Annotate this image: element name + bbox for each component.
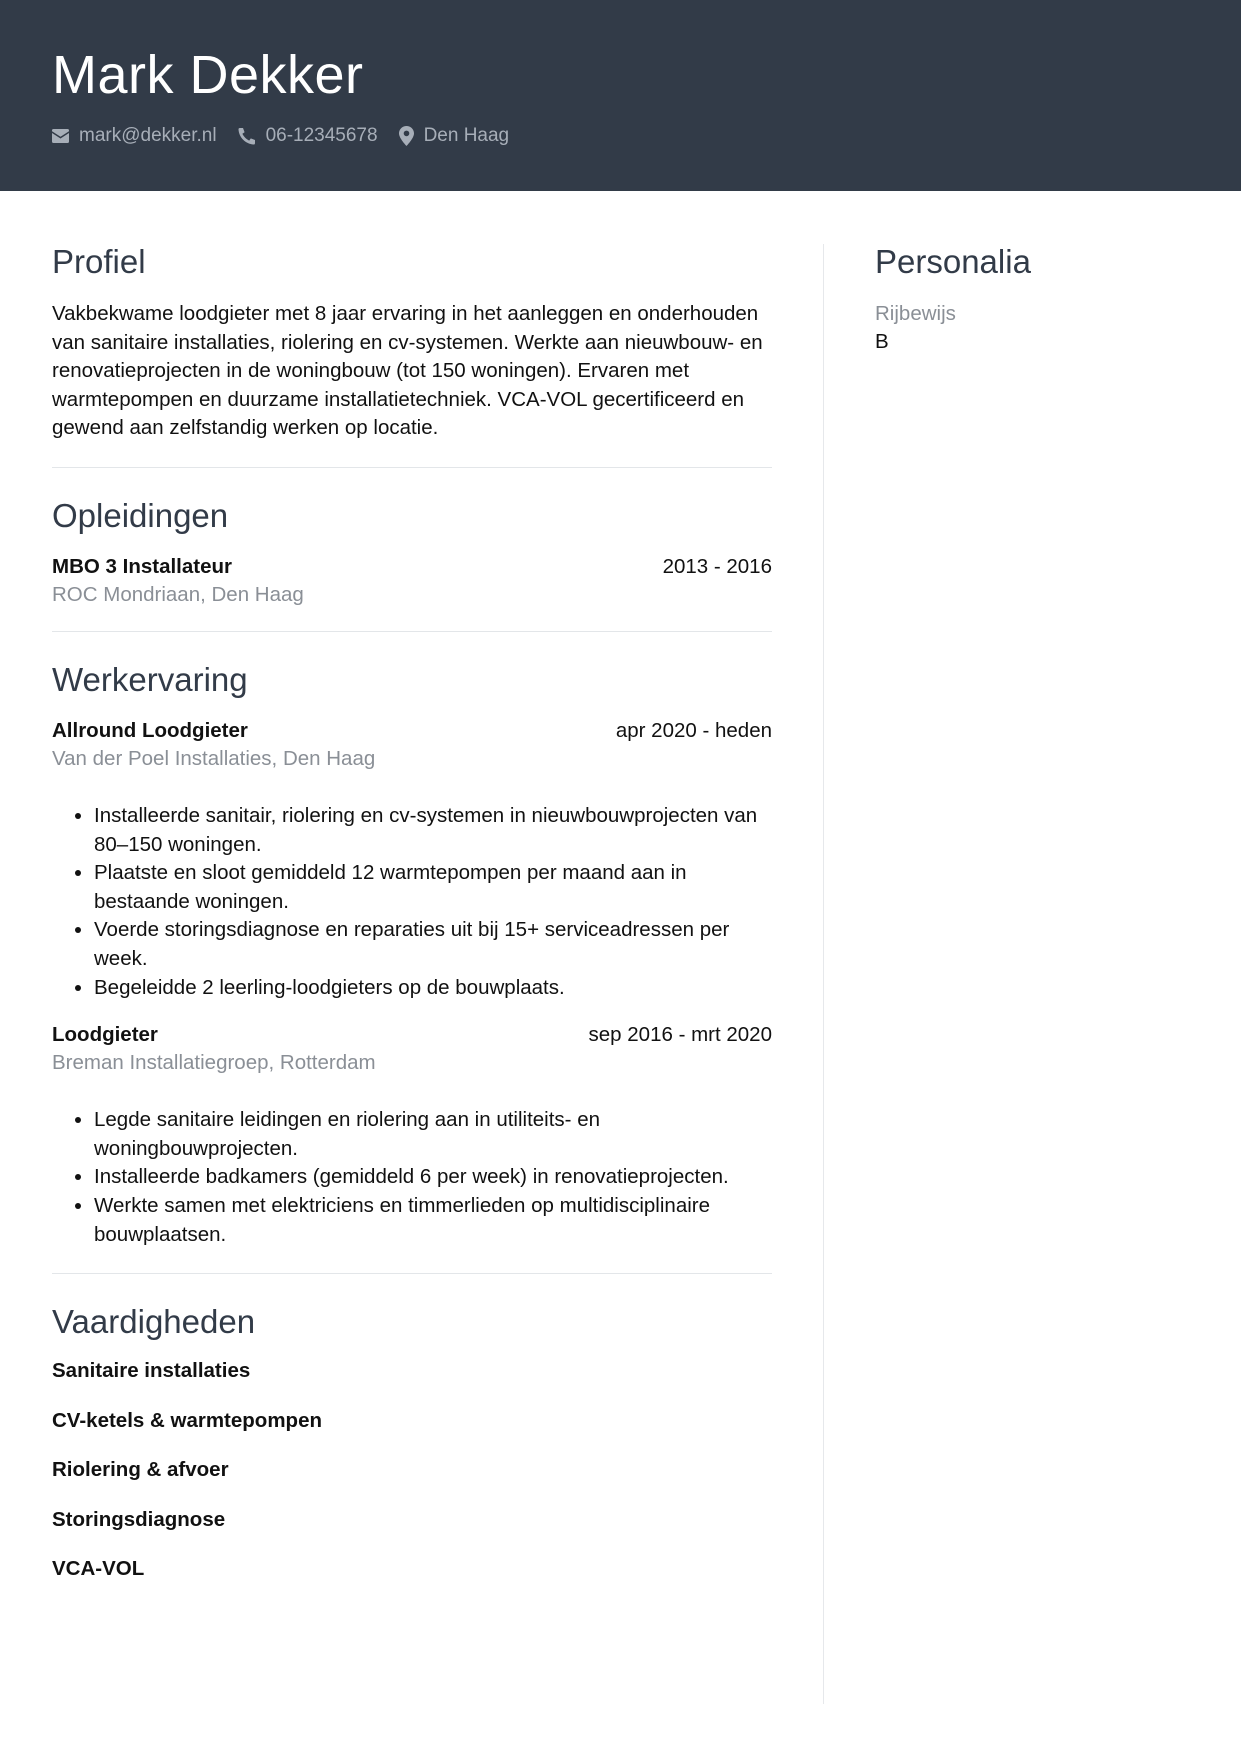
job-period: sep 2016 - mrt 2020	[588, 1023, 772, 1047]
profile-heading: Profiel	[52, 243, 146, 280]
location-text: Den Haag	[423, 125, 510, 146]
map-pin-icon	[399, 126, 414, 146]
cv-header	[0, 0, 1241, 191]
job-bullets	[52, 802, 772, 1002]
section-divider	[52, 1273, 772, 1274]
contact-email[interactable]	[52, 125, 217, 147]
experience-entry	[52, 717, 772, 1002]
list-item: • Begeleidde 2 leerling-loodgieters op de bouwplaats.	[94, 974, 772, 1003]
job-company: Breman Installatiegroep, Rotterdam	[52, 1051, 376, 1075]
skill-item: VCA-VOL	[52, 1557, 145, 1581]
skills-heading: Vaardigheden	[52, 1303, 256, 1341]
skill-item: Sanitaire installaties	[52, 1359, 251, 1383]
experience-section	[52, 662, 772, 1249]
contact-phone[interactable]	[238, 125, 378, 147]
job-bullets	[52, 1106, 772, 1249]
list-item: • Installeerde badkamers (gemiddeld 6 per week) in renovatieprojecten.	[94, 1163, 772, 1192]
full-name: Mark Dekker	[52, 45, 364, 105]
section-divider	[52, 631, 772, 632]
skills-section	[52, 1304, 772, 1583]
personal-heading: Personalia	[875, 243, 1031, 280]
skill-item: CV-ketels & warmtepompen	[52, 1408, 322, 1432]
list-item: • Werkte samen met elektriciens en timmerlieden op multidisciplinaire bouwplaatsen.	[94, 1192, 772, 1249]
skill-item: Storingsdiagnose	[52, 1507, 226, 1531]
list-item: • Voerde storingsdiagnose en reparaties uit bij 15+ serviceadressen per week.	[94, 916, 772, 973]
license-value: B	[875, 330, 889, 353]
skill-item: Riolering & afvoer	[52, 1458, 229, 1482]
envelope-icon	[52, 129, 69, 143]
side-column	[875, 244, 1195, 356]
experience-heading: Werkervaring	[52, 660, 248, 698]
list-item: • Installeerde sanitair, riolering en cv-systemen in nieuwbouwprojecten van 80–150 woningen.	[94, 802, 772, 859]
education-section	[52, 498, 772, 609]
education-period: 2013 - 2016	[662, 554, 772, 578]
main-column	[52, 244, 772, 1605]
education-heading: Opleidingen	[52, 496, 229, 534]
education-entry	[52, 553, 772, 609]
phone-text: 06-12345678	[265, 125, 378, 146]
job-title: Allround Loodgieter	[52, 718, 248, 742]
education-institution: ROC Mondriaan, Den Haag	[52, 582, 304, 606]
profile-section	[52, 244, 772, 443]
contact-location	[399, 125, 510, 147]
job-period: apr 2020 - heden	[615, 718, 772, 742]
list-item: • Legde sanitaire leidingen en riolering aan in utiliteits- en woningbouwprojecten.	[94, 1106, 772, 1163]
education-title: MBO 3 Installateur	[52, 554, 232, 578]
section-divider	[52, 467, 772, 468]
skills-list	[52, 1357, 772, 1583]
email-text: mark@dekker.nl	[79, 125, 217, 146]
contact-bar	[52, 122, 530, 150]
profile-text: Vakbekwame loodgieter met 8 jaar ervaring in het aanleggen en onderhouden van sanitaire installaties, riolering en cv-systemen. Werkte aan nieuwbouw- en renovatieprojecten in de woningbouw (tot 150 woningen). Ervaren met warmtepompen en duurzame installatietechniek. VCA-VOL gecertificeerd en gewend aan zelfstandig werken op locatie.	[52, 302, 763, 440]
license-label: Rijbewijs	[875, 302, 956, 325]
phone-icon	[238, 127, 256, 145]
list-item: • Plaatste en sloot gemiddeld 12 warmtepompen per maand aan in bestaande woningen.	[94, 859, 772, 916]
experience-entry	[52, 1021, 772, 1249]
column-divider	[823, 244, 824, 1704]
job-title: Loodgieter	[52, 1023, 158, 1047]
job-company: Van der Poel Installaties, Den Haag	[52, 746, 376, 770]
personal-section	[875, 244, 1195, 356]
